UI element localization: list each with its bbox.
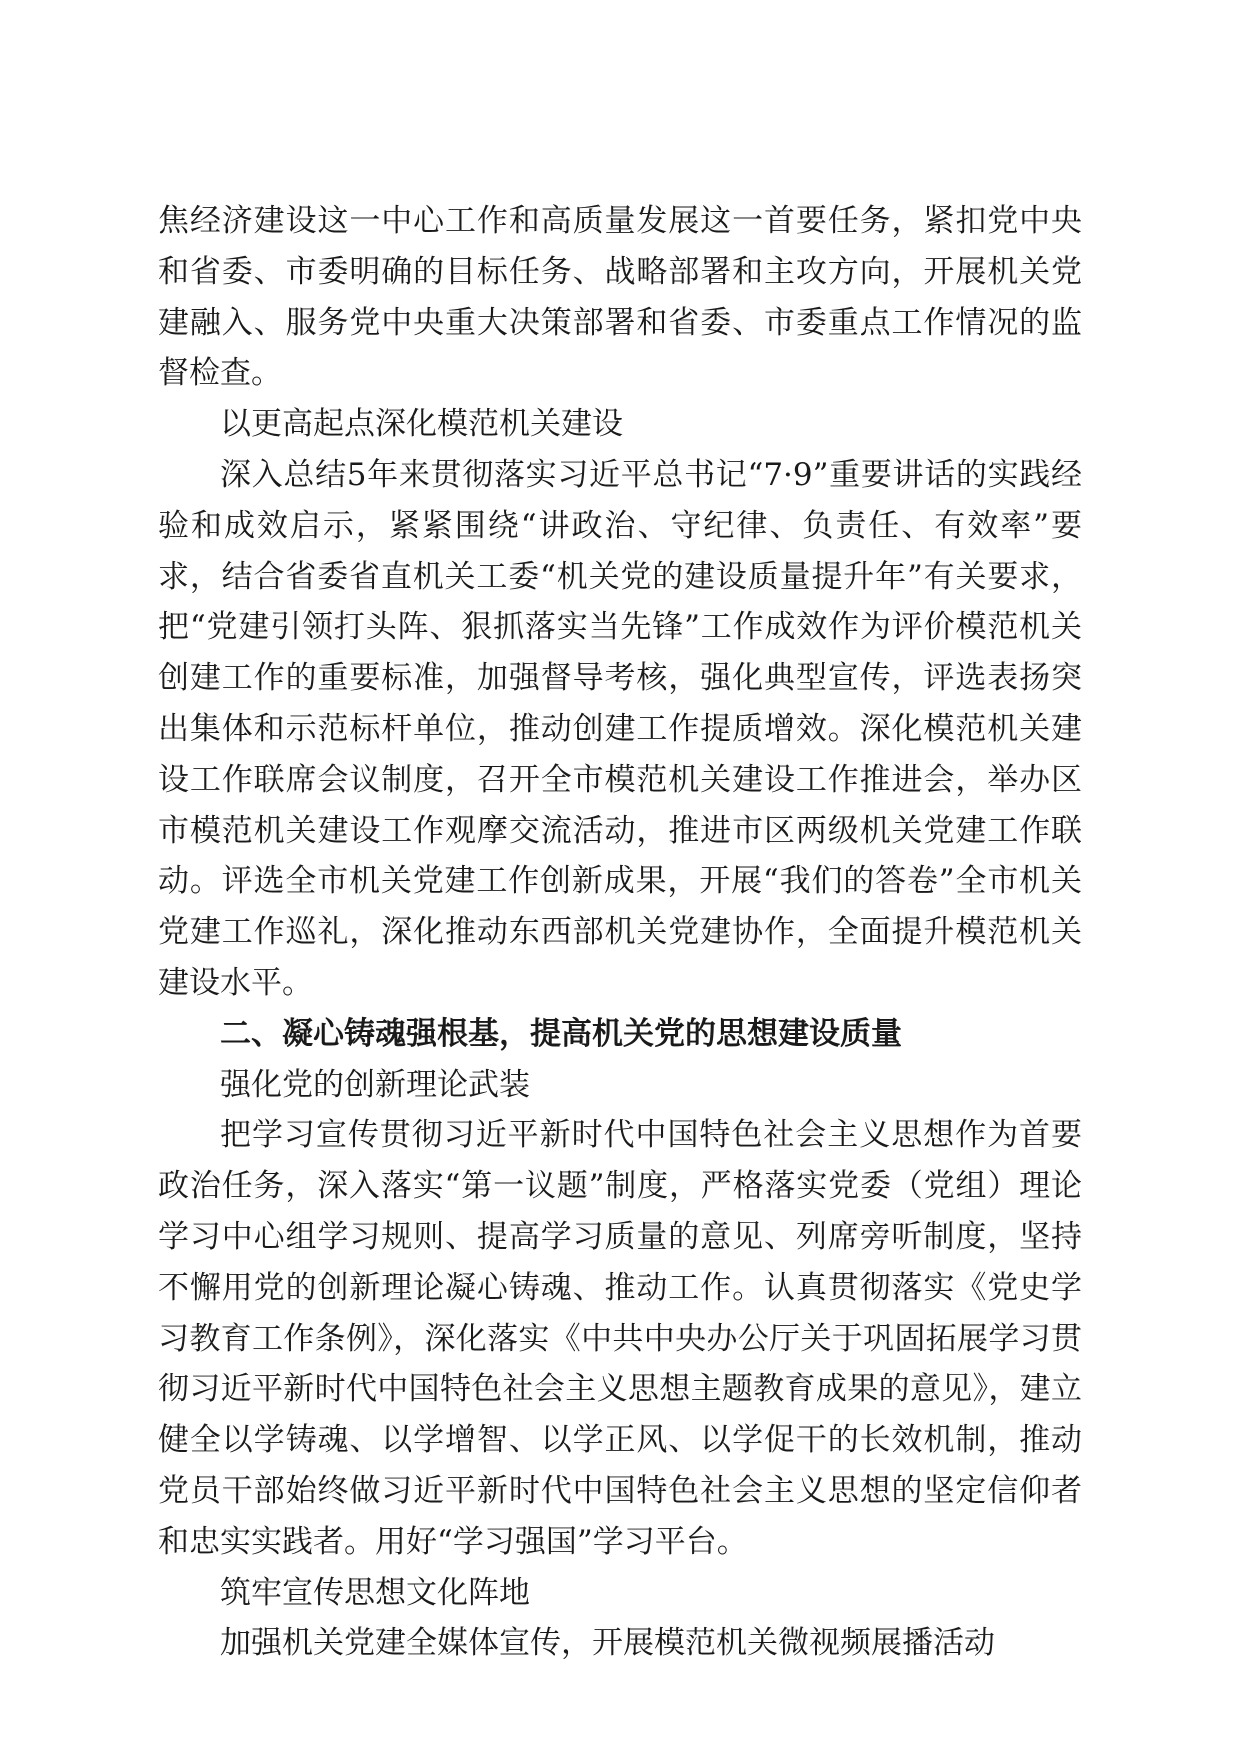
paragraph-continuation: 焦经济建设这一中心工作和高质量发展这一首要任务，紧扣党中央和省委、市委明确的目标任务、战略部署和主攻方向，开展机关党建融入、服务党中央重大决策部署和省委、市委重点工作情况的监督检查。 (158, 203, 1082, 392)
subheading-propaganda: 筑牢宣传思想文化阵地 (220, 1574, 530, 1611)
document-body (158, 196, 1082, 1669)
paragraph-theory: 把学习宣传贯彻习近平新时代中国特色社会主义思想作为首要政治任务，深入落实“第一议题”制度，严格落实党委（党组）理论学习中心组学习规则、提高学习质量的意见、列席旁听制度，坚持不懈用党的创新理论凝心铸魂、推动工作。认真贯彻落实《党史学习教育工作条例》，深化落实《中共中央办公厅关于巩固拓展学习贯彻习近平新时代中国特色社会主义思想主题教育成果的意见》，建立健全以学铸魂、以学增智、以学正风、以学促干的长效机制，推动党员干部始终做习近平新时代中国特色社会主义思想的坚定信仰者和忠实实践者。用好“学习强国”学习平台。 (158, 1117, 1082, 1560)
subheading-model-organ: 以更高起点深化模范机关建设 (220, 406, 623, 443)
section-heading-2: 二、凝心铸魂强根基，提高机关党的思想建设质量 (220, 1015, 902, 1052)
paragraph-propaganda: 加强机关党建全媒体宣传，开展模范机关微视频展播活动 (220, 1625, 995, 1662)
paragraph-model-organ: 深入总结5年来贯彻落实习近平总书记“7·9”重要讲话的实践经验和成效启示，紧紧围绕“讲政治、守纪律、负责任、有效率”要求，结合省委省直机关工委“机关党的建设质量提升年”有关要求，把“党建引领打头阵、狠抓落实当先锋”工作成效作为评价模范机关创建工作的重要标准，加强督导考核，强化典型宣传，评选表扬突出集体和示范标杆单位，推动创建工作提质增效。深化模范机关建设工作联席会议制度，召开全市模范机关建设工作推进会，举办区市模范机关建设工作观摩交流活动，推进市区两级机关党建工作联动。评选全市机关党建工作创新成果，开展“我们的答卷”全市机关党建工作巡礼，深化推动东西部机关党建协作，全面提升模范机关建设水平。 (158, 456, 1082, 1001)
subheading-theory: 强化党的创新理论武装 (220, 1066, 530, 1103)
